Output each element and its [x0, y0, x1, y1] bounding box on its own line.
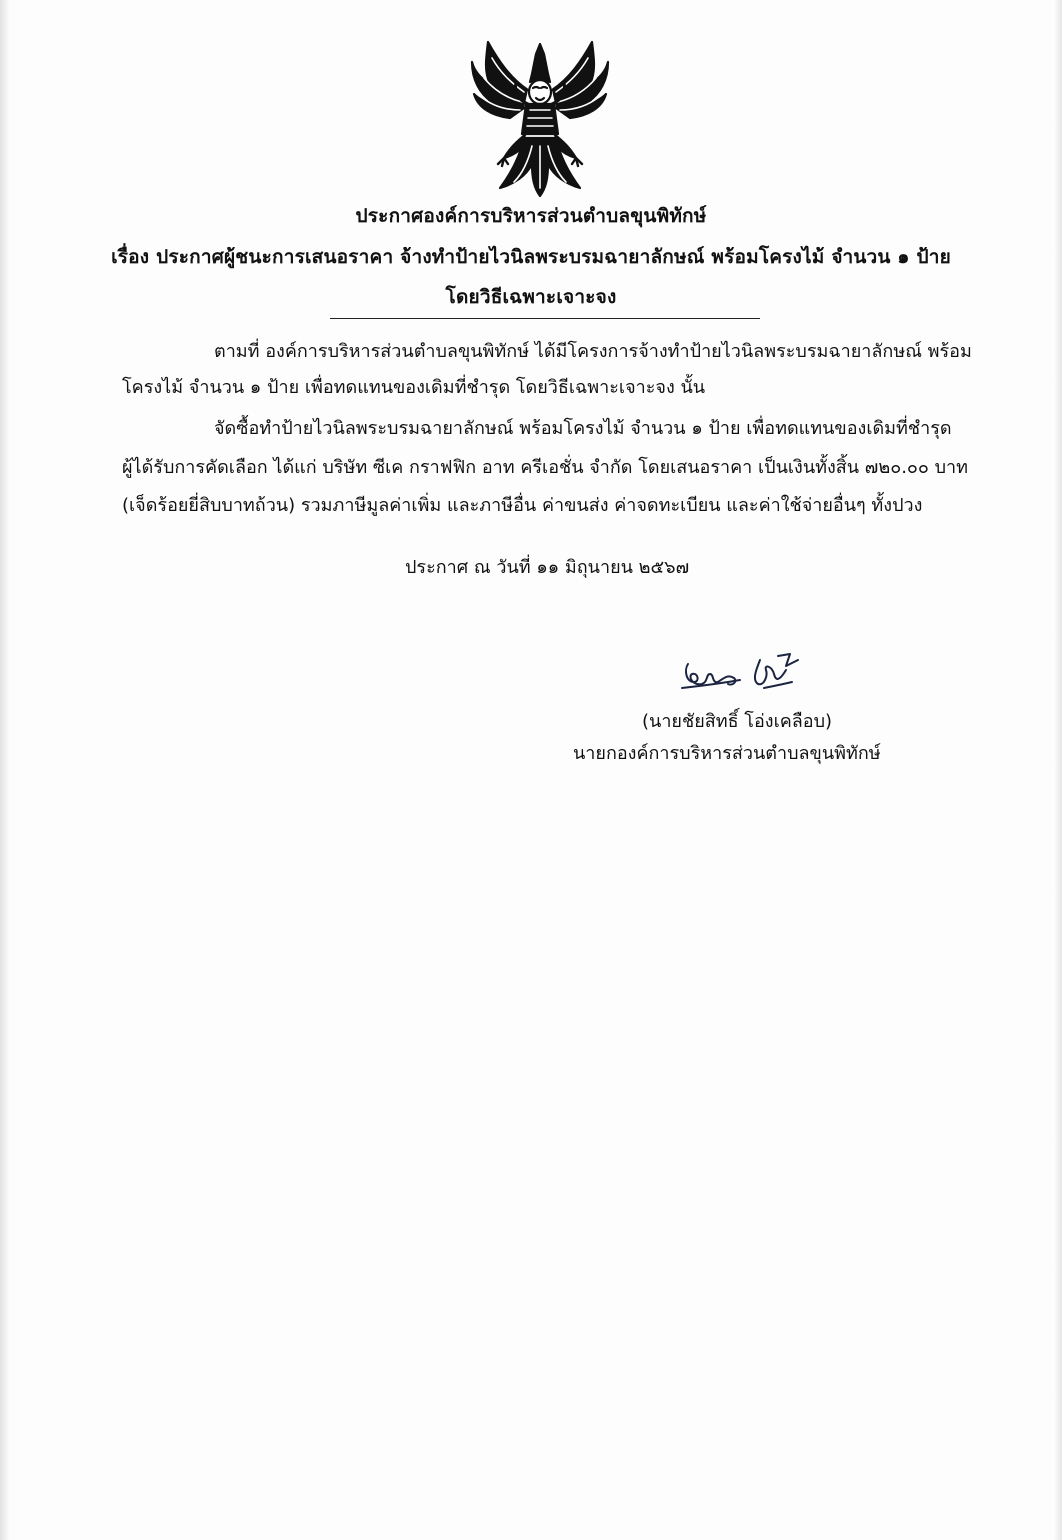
signer-position: นายกองค์การบริหารส่วนตำบลขุนพิทักษ์ [573, 743, 881, 764]
body-line: ผู้ได้รับการคัดเลือก ได้แก่ บริษัท ซีเค กราฟฟิก อาท ครีเอชั่น จำกัด โดยเสนอราคา เป็นเงินทั้งสิ้น ๗๒๐.๐๐ บาท [122, 457, 969, 478]
signer-name: (นายชัยสิทธิ์ โอ่งเคลือบ) [642, 711, 833, 732]
body-line: (เจ็ดร้อยยี่สิบบาทถ้วน) รวมภาษีมูลค่าเพิ่ม และภาษีอื่น ค่าขนส่ง ค่าจดทะเบียน และค่าใช้จ่ายอื่นๆ ทั้งปวง [122, 495, 923, 516]
announcement-date: ประกาศ ณ วันที่ ๑๑ มิถุนายน ๒๕๖๗ [405, 557, 690, 578]
announcement-heading: ประกาศองค์การบริหารส่วนตำบลขุนพิทักษ์ [355, 205, 707, 227]
announcement-method: โดยวิธีเฉพาะเจาะจง [445, 286, 617, 308]
body-line: ตามที่ องค์การบริหารส่วนตำบลขุนพิทักษ์ ได้มีโครงการจ้างทำป้ายไวนิลพระบรมฉายาลักษณ์ พร้อม [214, 341, 972, 362]
signature-icon [668, 652, 818, 700]
garuda-emblem-icon [470, 38, 610, 200]
announcement-subject: เรื่อง ประกาศผู้ชนะการเสนอราคา จ้างทำป้ายไวนิลพระบรมฉายาลักษณ์ พร้อมโครงไม้ จำนวน ๑ ป้าย [111, 246, 951, 268]
page-edge-right [1054, 0, 1062, 1540]
page-edge-left [0, 0, 10, 1540]
heading-divider [330, 318, 760, 319]
body-line: จัดซื้อทำป้ายไวนิลพระบรมฉายาลักษณ์ พร้อมโครงไม้ จำนวน ๑ ป้าย เพื่อทดแทนของเดิมที่ชำรุด [214, 418, 952, 439]
body-line: โครงไม้ จำนวน ๑ ป้าย เพื่อทดแทนของเดิมที่ชำรุด โดยวิธีเฉพาะเจาะจง นั้น [122, 377, 706, 398]
